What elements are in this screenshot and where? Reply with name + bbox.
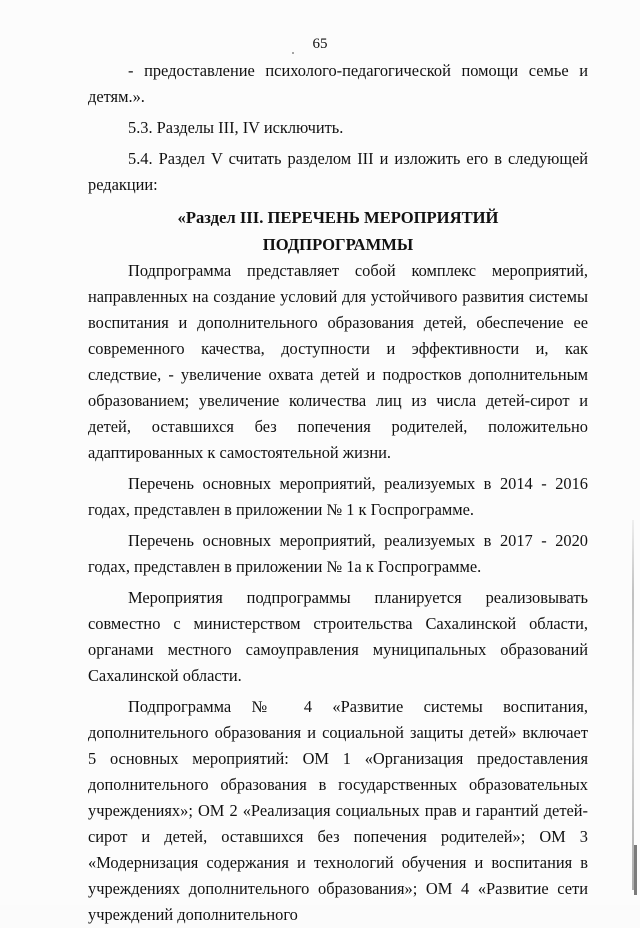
scan-edge-mark	[634, 845, 637, 895]
amendment-line: 5.3. Разделы III, IV исключить.	[128, 118, 344, 137]
amendment-line: 5.4. Раздел V считать разделом III и изложить его в следующей редакции:	[88, 149, 588, 194]
paragraph: Подпрограмма № 4 «Развитие системы воспитания, дополнительного образования и социальной защиты детей» включает 5 основных мероприятий: ОМ 1 «Организация предоставления дополнительного образования в государственных образовательных учреждениях»; ОМ 2 «Реализация социальных прав и гарантий детей-сирот и детей, оставшихся без попечения родителей»; ОМ 3 «Модернизация содержания и технологий обучения и воспитания в учреждениях дополнительного образования»; ОМ 4 «Развитие сети учреждений дополнительного	[88, 697, 588, 924]
paragraph: Подпрограмма представляет собой комплекс мероприятий, направленных на создание условий для устойчивого развития системы воспитания и дополнительного образования детей, обеспечение ее современного качества, доступности и эффективности и, как следствие, - увеличение охвата детей и подростков дополнительным образованием; увеличение количества лиц из числа детей-сирот и детей, оставшихся без попечения родителей, положительно адаптированных к самостоятельной жизни.	[88, 261, 588, 462]
paragraph: Перечень основных мероприятий, реализуемых в 2014 - 2016 годах, представлен в приложении № 1 к Госпрограмме.	[88, 474, 588, 519]
list-item-line: - предоставление психолого-педагогической помощи семье и детям.».	[88, 61, 588, 106]
document-body	[88, 58, 588, 928]
scan-edge-shadow	[632, 520, 634, 890]
paragraph: Перечень основных мероприятий, реализуемых в 2017 - 2020 годах, представлен в приложении № 1а к Госпрограмме.	[88, 531, 588, 576]
section-heading-line: ПОДПРОГРАММЫ	[262, 235, 414, 254]
paragraph: Мероприятия подпрограммы планируется реализовывать совместно с министерством строительства Сахалинской области, органами местного самоуправления муниципальных образований Сахалинской области.	[88, 588, 588, 685]
page-number: 65	[312, 36, 328, 52]
section-heading-line: «Раздел III. ПЕРЕЧЕНЬ МЕРОПРИЯТИЙ	[177, 208, 499, 227]
section-heading	[88, 204, 588, 258]
